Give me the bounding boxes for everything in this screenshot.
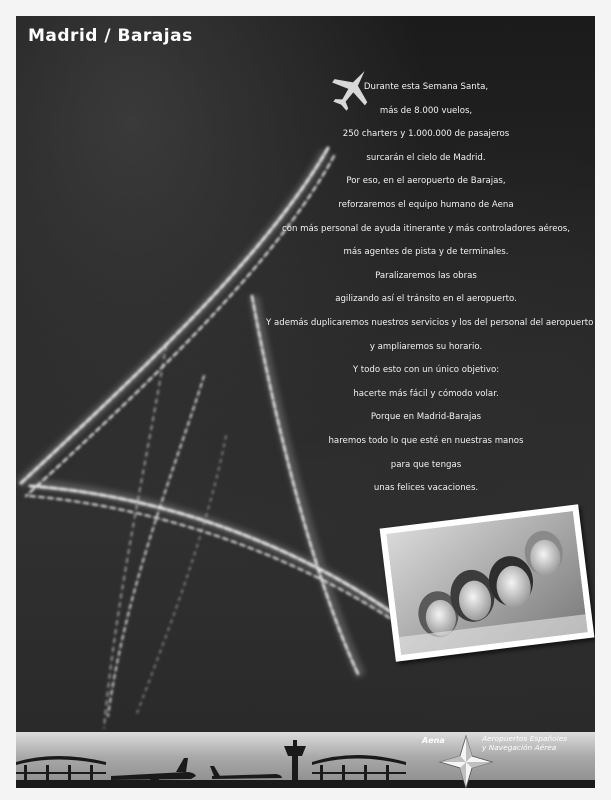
tagline-line: Aeropuertos Españoles <box>482 734 568 743</box>
terminal-right-icon <box>312 755 406 780</box>
ad-title: Madrid / Barajas <box>28 26 193 46</box>
family-photo <box>380 504 595 661</box>
night-sky-background <box>16 16 595 732</box>
terminal-left-icon <box>16 756 106 780</box>
body-line: Y todo esto con un único objetivo: <box>352 365 500 376</box>
body-line: más agentes de pista y de terminales. <box>343 247 509 258</box>
body-line: Y además duplicaremos nuestros servicios y los del personal del aeropuerto <box>266 317 594 328</box>
brand-tagline <box>482 734 592 752</box>
body-line: agilizando así el tránsito en el aeropuerto. <box>335 294 517 305</box>
footer-band <box>16 732 595 788</box>
body-line: más de 8.000 vuelos, <box>379 105 473 116</box>
body-line: Por eso, en el aeropuerto de Barajas, <box>346 176 506 187</box>
body-line: Paralizaremos las obras <box>375 270 477 281</box>
body-line: Porque en Madrid-Barajas <box>370 412 482 423</box>
contrail-horizontal <box>30 486 394 614</box>
body-line: Durante esta Semana Santa, <box>363 82 489 92</box>
body-line: y ampliaremos su horario. <box>369 341 483 352</box>
body-line: hacerte más fácil y cómodo volar. <box>353 388 499 399</box>
body-line: reforzaremos el equipo humano de Aena <box>338 199 514 210</box>
body-line: unas felices vacaciones. <box>373 483 479 494</box>
family-photo-illustration <box>386 511 587 655</box>
brand-name: Aena <box>422 736 445 745</box>
body-line: para que tengas <box>390 459 462 470</box>
body-line: 250 charters y 1.000.000 de pasajeros <box>342 129 510 140</box>
body-line: surcarán el cielo de Madrid. <box>366 152 486 163</box>
airplane-small-icon <box>210 766 282 779</box>
control-tower-icon <box>284 740 306 780</box>
airplane-ground-icon <box>111 758 196 782</box>
ad-body-copy <box>266 76 594 501</box>
body-line: con más personal de ayuda itinerante y más controladores aéreos, <box>281 223 570 234</box>
tagline-line: y Navegación Aérea <box>482 743 557 752</box>
body-line: haremos todo lo que esté en nuestras manos <box>328 435 524 446</box>
